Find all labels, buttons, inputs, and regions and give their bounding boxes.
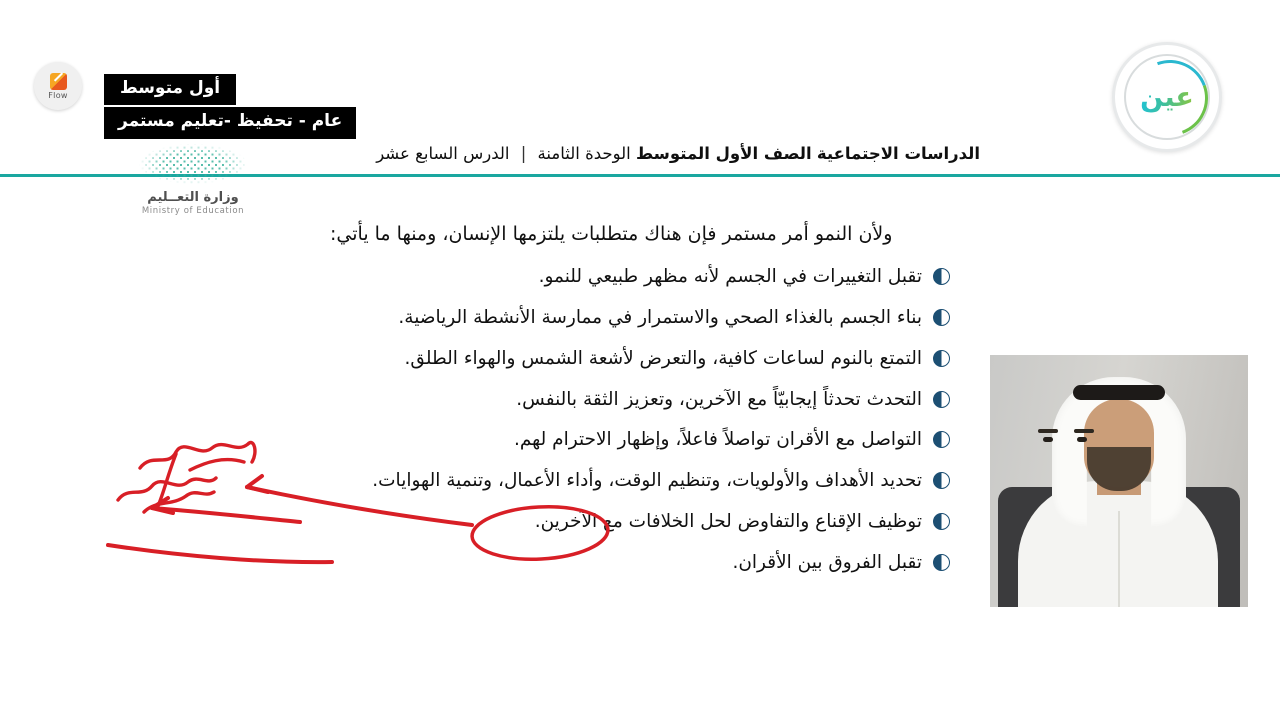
annotation-handwriting-bottom <box>118 478 216 500</box>
bullet-icon <box>932 308 950 326</box>
list-item <box>330 345 950 373</box>
channel-logo-text: عين <box>1140 81 1194 113</box>
list-item-text: تحديد الأهداف والأولويات، وتنظيم الوقت، وأداء الأعمال، وتنمية الهوايات. <box>372 470 922 492</box>
igal-band <box>1073 385 1165 400</box>
bullet-icon <box>932 267 950 285</box>
annotation-handwriting-bottom-2 <box>144 492 214 512</box>
header-title <box>376 144 980 163</box>
brow-right <box>1074 429 1094 433</box>
bullet-icon <box>932 349 950 367</box>
list-item-text: بناء الجسم بالغذاء الصحي والاستمرار في ممارسة الأنشطة الرياضية. <box>398 307 922 329</box>
bullet-icon <box>932 471 950 489</box>
annotation-handwriting-tail <box>158 454 176 506</box>
ministry-logo <box>108 144 278 216</box>
list-item-text: التواصل مع الأقران تواصلاً فاعلاً، وإظهار الاحترام لهم. <box>513 429 922 451</box>
eye-left <box>1043 437 1053 442</box>
presenter-video[interactable] <box>990 355 1248 607</box>
eye-right <box>1077 437 1087 442</box>
ministry-dots-icon <box>139 144 247 184</box>
logo-arc-icon <box>1120 48 1221 149</box>
list-item <box>330 304 950 332</box>
channel-logo <box>1112 42 1222 152</box>
annotation-arrow-short <box>152 508 300 522</box>
header-lesson: الدرس السابع عشر <box>376 144 510 163</box>
bullet-icon <box>932 430 950 448</box>
header-subject: الدراسات الاجتماعية <box>816 144 980 163</box>
flow-badge[interactable] <box>34 62 82 110</box>
brow-left <box>1038 429 1058 433</box>
annotation-handwriting-top <box>140 443 255 468</box>
ministry-name-en: Ministry of Education <box>141 206 245 216</box>
list-item-text: التمتع بالنوم لساعات كافية، والتعرض لأشعة الشمس والهواء الطلق. <box>404 347 922 369</box>
ministry-name-ar: وزارة التعــليم <box>147 190 239 205</box>
bullet-icon <box>932 512 950 530</box>
header-grade: الصف الأول المتوسط <box>635 144 812 163</box>
header-unit: الوحدة الثامنة <box>537 144 631 163</box>
list-item <box>330 508 950 536</box>
flow-label: Flow <box>48 90 68 100</box>
grade-tag: أول متوسط <box>104 74 236 105</box>
lesson-tag-group <box>104 74 356 139</box>
annotation-handwriting-top-2 <box>190 460 244 470</box>
pencil-icon <box>50 73 67 90</box>
track-tag: عام - تحفيظ -تعليم مستمر <box>104 107 356 138</box>
annotation-arrow-long-head <box>247 476 268 492</box>
list-item <box>330 467 950 495</box>
annotation-underline <box>108 545 332 562</box>
logo-ring <box>1124 54 1210 140</box>
list-item-text: توظيف الإقناع والتفاوض لحل الخلافات مع الآخرين. <box>534 510 922 532</box>
lesson-intro: ولأن النمو أمر مستمر فإن هناك متطلبات يلتزمها الإنسان، ومنها ما يأتي: <box>330 223 893 245</box>
list-item-text: تقبل التغييرات في الجسم لأنه مظهر طبيعي للنمو. <box>538 266 922 288</box>
lesson-content <box>330 220 950 589</box>
list-item <box>330 549 950 577</box>
list-item-text: التحدث تحدثاً إيجابيّاً مع الآخرين، وتعزيز الثقة بالنفس. <box>516 388 922 410</box>
annotation-arrow-short-head <box>152 498 173 513</box>
bullet-icon <box>932 553 950 571</box>
list-item <box>330 426 950 454</box>
list-item-text: تقبل الفروق بين الأقران. <box>732 551 922 573</box>
bullet-icon <box>932 390 950 408</box>
header-separator: | <box>520 144 527 163</box>
list-item <box>330 263 950 291</box>
thobe-seam <box>1118 511 1120 607</box>
list-item <box>330 386 950 414</box>
